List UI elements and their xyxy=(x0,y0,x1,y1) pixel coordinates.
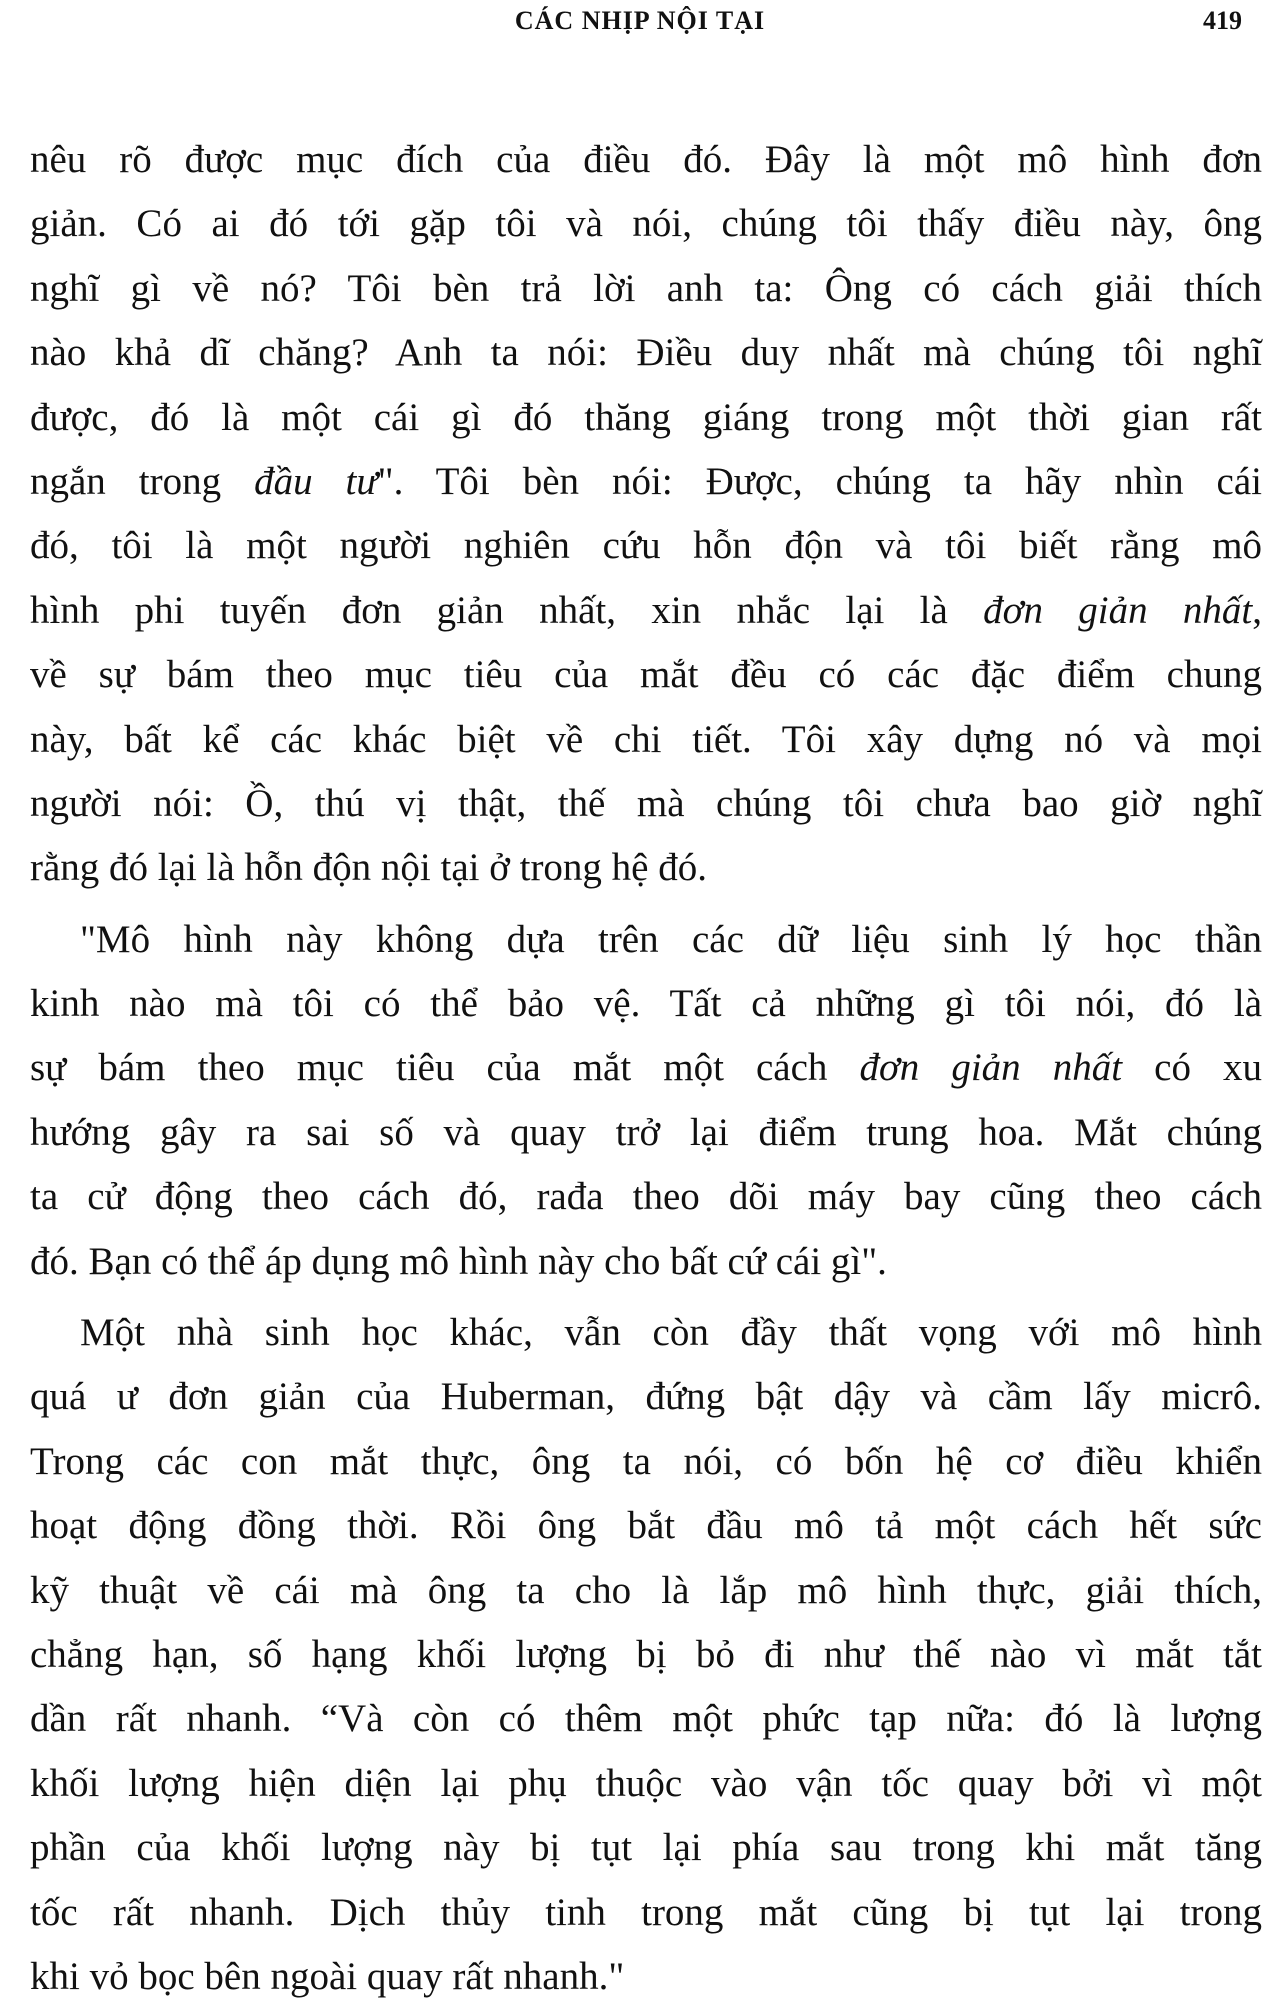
text-line: phần của khối lượng này bị tụt lại phía sau trong khi mắt tăng xyxy=(30,1826,1262,1870)
text-line: rằng đó lại là hỗn độn nội tại ở trong hệ đó. xyxy=(30,846,707,890)
italic-term: đầu tư xyxy=(254,459,378,503)
text-line: này, bất kể các khác biệt về chi tiết. Tôi xây dựng nó và mọi xyxy=(30,717,1262,761)
text-line: ta cử động theo cách đó, rađa theo dõi máy bay cũng theo cách xyxy=(30,1175,1262,1219)
paragraph xyxy=(30,1301,1262,2009)
text-line: quá ư đơn giản của Huberman, đứng bật dậy và cầm lấy micrô. xyxy=(30,1375,1262,1419)
text-line: kinh nào mà tôi có thể bảo vệ. Tất cả những gì tôi nói, đó là xyxy=(30,982,1262,1026)
paragraph xyxy=(30,128,1262,901)
text-line: nêu rõ được mục đích của điều đó. Đây là một mô hình đơn xyxy=(30,138,1262,181)
chapter-title: CÁC NHỊP NỘI TẠI xyxy=(514,6,766,35)
text-line: hoạt động đồng thời. Rồi ông bắt đầu mô tả một cách hết sức xyxy=(30,1504,1262,1548)
running-header xyxy=(0,6,1280,46)
page-number: 419 xyxy=(1203,6,1242,35)
text-line: Trong các con mắt thực, ông ta nói, có bốn hệ cơ điều khiển xyxy=(30,1439,1262,1483)
text-line: được, đó là một cái gì đó thăng giáng trong một thời gian rất xyxy=(30,395,1262,439)
text-line: người nói: Ồ, thú vị thật, thế mà chúng tôi chưa bao giờ nghĩ xyxy=(30,781,1262,825)
text-line: đó. Bạn có thể áp dụng mô hình này cho bất cứ cái gì". xyxy=(30,1239,887,1283)
text-line: khối lượng hiện diện lại phụ thuộc vào vận tốc quay bởi vì một xyxy=(30,1761,1262,1805)
text-line: kỹ thuật về cái mà ông ta cho là lắp mô hình thực, giải thích, xyxy=(30,1568,1262,1612)
text-line: chẳng hạn, số hạng khối lượng bị bỏ đi như thế nào vì mắt tắt xyxy=(30,1632,1262,1676)
text-line: ngắn trong đầu tư". Tôi bèn nói: Được, chúng ta hãy nhìn cái xyxy=(30,459,1262,503)
text-line: hình phi tuyến đơn giản nhất, xin nhắc lại là đơn giản nhất, xyxy=(30,588,1262,632)
text-line: Một nhà sinh học khác, vẫn còn đầy thất vọng với mô hình xyxy=(80,1311,1262,1355)
text-line: đó, tôi là một người nghiên cứu hỗn độn và tôi biết rằng mô xyxy=(30,524,1262,568)
text-line: "Mô hình này không dựa trên các dữ liệu sinh lý học thần xyxy=(80,917,1262,961)
text-line: nghĩ gì về nó? Tôi bèn trả lời anh ta: Ông có cách giải thích xyxy=(30,266,1262,310)
text-line: giản. Có ai đó tới gặp tôi và nói, chúng tôi thấy điều này, ông xyxy=(30,202,1262,246)
text-line: hướng gây ra sai số và quay trở lại điểm trung hoa. Mắt chúng xyxy=(30,1110,1262,1154)
italic-term: đơn giản nhất xyxy=(859,1046,1123,1090)
text-line: tốc rất nhanh. Dịch thủy tinh trong mắt cũng bị tụt lại trong xyxy=(30,1890,1262,1934)
italic-term: đơn giản nhất xyxy=(983,588,1253,632)
text-line: khi vỏ bọc bên ngoài quay rất nhanh." xyxy=(30,1954,625,1998)
text-line: nào khả dĩ chăng? Anh ta nói: Điều duy nhất mà chúng tôi nghĩ xyxy=(30,331,1262,375)
text-line: về sự bám theo mục tiêu của mắt đều có các đặc điểm chung xyxy=(30,653,1262,697)
paragraph xyxy=(30,908,1262,1294)
body-text xyxy=(30,128,1262,2009)
text-line: dần rất nhanh. “Và còn có thêm một phức tạp nữa: đó là lượng xyxy=(30,1697,1262,1741)
text-line: sự bám theo mục tiêu của mắt một cách đơn giản nhất có xu xyxy=(30,1046,1263,1090)
